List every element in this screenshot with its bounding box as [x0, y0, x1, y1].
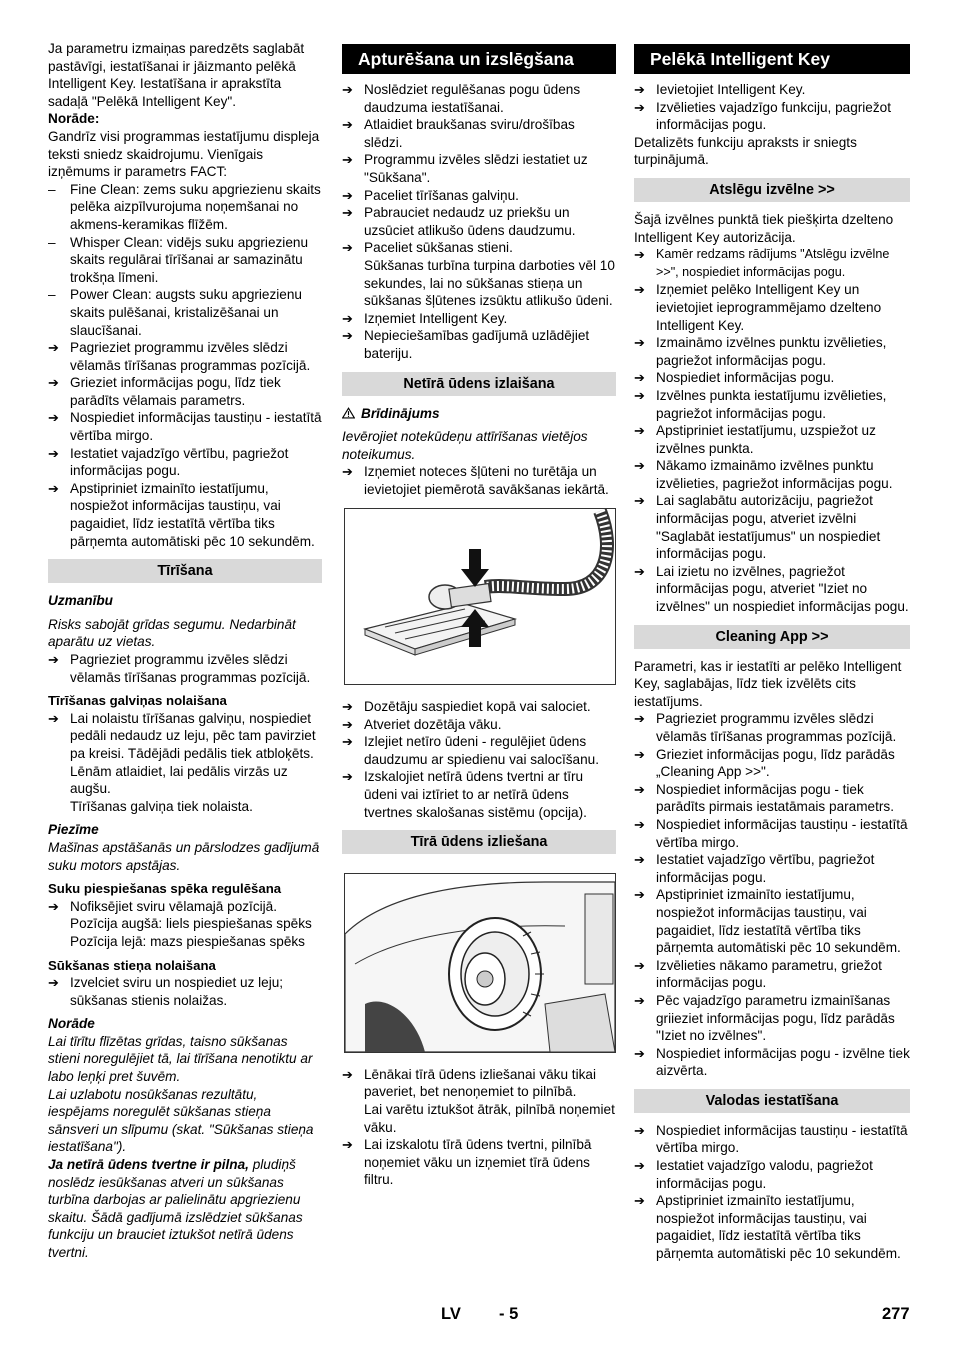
subheading-spieks: Suku piespiešanas spēka regulēšana [48, 881, 282, 897]
step-item: ➔ Izvēlnes punkta iestatījumu izvēlieties, pagriežot informācijas pogu. [634, 387, 887, 421]
section-heading-cleaning-app: Cleaning App >> [634, 625, 910, 649]
norade2-p2: Lai uzlabotu nosūkšanas rezultātu, iespējams noregulēt sūkšanas stieņa sānsveri un slīpumu (skat. "Sūkšanas stieņa iestatīšana"). [48, 1086, 314, 1155]
step-item: ➔ Paceliet sūkšanas stieni. [342, 240, 513, 256]
section-heading-valoda: Valodas iestatīšana [634, 1089, 910, 1113]
step-detail: Sūkšanas turbīna turpina darboties vēl 10 sekundes, lai no sūkšanas stieņa un sūkšanas šļūtenes izsūktu atlikušo ūdeni. [364, 257, 615, 309]
step-item: ➔ Izvēlieties nākamo parametru, griežot informācijas pogu. [634, 957, 882, 991]
arrow-right-icon: ➔ [342, 152, 353, 168]
arrow-right-icon: ➔ [48, 480, 59, 496]
arrow-right-icon: ➔ [634, 1193, 645, 1209]
arrow-right-icon: ➔ [48, 710, 59, 726]
step-item: ➔ Izņemiet Intelligent Key. [342, 310, 508, 326]
arrow-right-icon: ➔ [342, 734, 353, 750]
arrow-right-icon: ➔ [634, 1045, 645, 1061]
column-right [634, 40, 910, 1263]
arrow-right-icon: ➔ [342, 82, 353, 97]
section-heading-netira: Netīrā ūdens izlaišana [342, 372, 616, 396]
arrow-right-icon: ➔ [634, 458, 645, 474]
arrow-right-icon: ➔ [342, 240, 353, 256]
note-text: Gandrīz visi programmas iestatījumu displeja teksti sniedz skaidrojumu. Vienīgais izņēmums ir parametrs FACT: [48, 128, 320, 180]
step-item: ➔ Atveriet dozētāja vāku. [342, 716, 502, 732]
arrow-right-icon: ➔ [634, 82, 645, 97]
note-title: Norāde: [48, 111, 100, 127]
footer-language: LV [441, 1305, 461, 1323]
step-item: ➔ Dozētāju saspiediet kopā vai salociet. [342, 699, 591, 715]
arrow-right-icon: ➔ [634, 493, 645, 509]
atslegu-text: Šajā izvēlnes punktā tiek piešķirta dzelteno Intelligent Key autorizācija. [634, 211, 894, 245]
arrow-right-icon: ➔ [48, 340, 59, 356]
step-item: ➔ Nākamo izmaināmo izvēlnes punktu izvēlieties, pagriežot informācijas pogu. [634, 458, 893, 491]
arrow-right-icon: ➔ [48, 375, 59, 391]
subheading-stienis: Sūkšanas stieņa nolaišana [48, 957, 216, 973]
step-item: ➔ Grieziet informācijas pogu, līdz tiek parādīts vēlamais parametrs. [48, 375, 281, 408]
step-item: ➔ Iestatiet vajadzīgo vērtību, pagriežot informācijas pogu. [634, 852, 875, 885]
step-item: ➔ Pagrieziet programmu izvēles slēdzi vēlamās tīrīšanas programmas pozīcijā. [634, 711, 897, 744]
norade2-title: Norāde [48, 1016, 95, 1032]
section-heading-tira: Tīrā ūdens izliešana [342, 830, 616, 854]
arrow-right-icon: ➔ [342, 716, 353, 732]
arrow-right-icon: ➔ [342, 464, 353, 480]
fresh-water-cap-illustration [344, 873, 616, 1053]
dash-item: – Whisper Clean: vidējs suku apgriezienu skaits regulārai tīrīšanai ar samazinātu trokšņa līmeni. [48, 234, 309, 285]
arrow-right-icon: ➔ [634, 563, 645, 579]
step-item: ➔ Nospiediet informācijas taustiņu - iestatītā vērtība mirgo. [48, 410, 322, 444]
step-item: ➔ Apstipriniet izmainīto iestatījumu, nospiežot informācijas taustiņu, vai pagaidiet, līdz iestatītā vērtība tiks pārņemta automātiski pēc 10 sekundēm. [48, 480, 315, 549]
arrow-right-icon: ➔ [634, 370, 645, 386]
step-item: ➔ Kamēr redzams rādījums "Atslēgu izvēlne >>", nospiediet informācijas pogu. [634, 247, 890, 279]
step-item: ➔ Iestatiet vajadzīgo vērtību, pagriežot informācijas pogu. [48, 445, 289, 479]
section-heading-tirisana: Tīrīšana [48, 559, 322, 583]
step-item: ➔ Izmaināmo izvēlnes punktu izvēlieties, pagriežot informācijas pogu. [634, 335, 887, 368]
column-middle [342, 40, 616, 1189]
step-item: ➔ Izlejiet netīro ūdeni - regulējiet ūdens daudzumu ar spiedienu vai salocīšanu. [342, 734, 600, 767]
step-detail: Lai varētu iztukšot ātrāk, pilnībā noņemiet vāku. [364, 1102, 615, 1135]
arrow-right-icon: ➔ [342, 769, 353, 785]
arrow-right-icon: ➔ [48, 975, 59, 991]
caution-text: Risks sabojāt grīdas segumu. Nedarbināt aparātu uz vietas. [48, 616, 296, 650]
step-item: ➔ Nospiediet informācijas taustiņu - iestatītā vērtība mirgo. [634, 816, 908, 850]
intro-paragraph: Ja parametru izmaiņas paredzēts saglabāt pastāvīgi, iestatīšanai ir jāizmanto pelēkā Intelligent Key. Iestatīšana ir aprakstīta sadaļā "Pelēkā Intelligent Key". [48, 41, 305, 109]
arrow-right-icon: ➔ [634, 957, 645, 973]
step-item: ➔ Lai izietu no izvēlnes, pagriežot informācijas pogu, atveriet "Iziet no izvēlnes" un nospiediet informācijas pogu. [634, 563, 909, 615]
arrow-right-icon: ➔ [342, 1137, 353, 1153]
step-item: ➔ Lēnākai tīrā ūdens izliešanai vāku tikai paveriet, bet nenoņemiet to pilnībā. [342, 1066, 596, 1100]
arrow-right-icon: ➔ [634, 1158, 645, 1174]
step-detail: Pozīcija augšā: liels piespiešanas spēks [70, 916, 312, 932]
step-item: ➔ Izņemiet pelēko Intelligent Key un ievietojiet ieprogrammējamo dzelteno Intelligent Key. [634, 282, 882, 333]
step-item: ➔ Lai izskalotu tīrā ūdens tvertni, pilnībā noņemiet vāku un izņemiet tīrā ūdens filtru. [342, 1137, 592, 1188]
arrow-right-icon: ➔ [342, 187, 353, 203]
section-heading-atslegu: Atslēgu izvēlne >> [634, 178, 910, 202]
arrow-right-icon: ➔ [48, 652, 59, 667]
drain-hose-illustration [344, 508, 616, 685]
step-item: ➔ Ievietojiet Intelligent Key. [634, 82, 806, 97]
footer-local-page: - 5 [499, 1305, 519, 1323]
step-item: ➔ Lai saglabātu autorizāciju, pagriežot informācijas pogu, atveriet izvēlni "Saglabāt iestatījumus" un nospiediet informācijas pogu. [634, 493, 881, 562]
arrow-right-icon: ➔ [48, 898, 59, 914]
step-item: ➔ Izvēlieties vajadzīgo funkciju, pagriežot informācijas pogu. [634, 99, 891, 133]
norade2-p3: Ja netīrā ūdens tvertne ir pilna, pludiņš noslēdz iesūkšanas atveri un sūkšanas turbīna darbojas ar palielinātu apgriezienu skaitu. Šādā gadījumā izslēdziet sūkšanas funkciju un brauciet iztukšot netīrā ūdens tvertni. [48, 1157, 303, 1260]
arrow-right-icon: ➔ [634, 423, 645, 439]
arrow-right-icon: ➔ [342, 699, 353, 715]
warning-title: Brīdinājums [361, 405, 440, 421]
key-text: Detalizēts funkciju apraksts ir sniegts turpinājumā. [634, 134, 857, 168]
step-item: ➔ Iestatiet vajadzīgo valodu, pagriežot informācijas pogu. [634, 1158, 873, 1191]
arrow-right-icon: ➔ [342, 1066, 353, 1082]
footer-page-number: 277 [882, 1305, 910, 1323]
step-item: ➔ Izskalojiet netīrā ūdens tvertni ar tīru ūdeni vai iztīriet to ar netīrā ūdens tvertnes skalošanas sistēmu (opcija). [342, 769, 587, 820]
warning-block [342, 405, 616, 423]
step-result: Tīrīšanas galviņa tiek nolaista. [70, 798, 253, 814]
step-item: ➔ Apstipriniet iestatījumu, uzspiežot uz izvēlnes punkta. [634, 423, 876, 456]
step-item: ➔ Nospiediet informācijas taustiņu - iestatītā vērtība mirgo. [634, 1122, 908, 1156]
step-item: ➔ Apstipriniet izmainīto iestatījumu, nospiežot informācijas taustiņu, vai pagaidiet, līdz iestatītā vērtība tiks pārņemta automātiski pēc 10 sekundēm. [634, 1193, 901, 1262]
arrow-right-icon: ➔ [634, 887, 645, 903]
step-item: ➔ Nospiediet informācijas pogu - izvēlne tiek aizvērta. [634, 1045, 910, 1079]
arrow-right-icon: ➔ [634, 247, 645, 263]
step-item: ➔ Programmu izvēles slēdzi iestatiet uz "Sūkšana". [342, 152, 588, 185]
step-item: ➔ Apstipriniet izmainīto iestatījumu, nospiežot informācijas taustiņu, vai pagaidiet, līdz iestatītā vērtība tiks pārņemta automātiski pēc 10 sekundēm. [634, 887, 901, 956]
step-item: ➔ Grieziet informācijas pogu, līdz parādās „Cleaning App >>". [634, 746, 895, 780]
arrow-right-icon: ➔ [634, 387, 645, 403]
arrow-right-icon: ➔ [342, 117, 353, 133]
column-left [48, 40, 322, 1262]
step-item: ➔ Pabrauciet nedaudz uz priekšu un uzsūciet atlikušo ūdens daudzumu. [342, 205, 576, 238]
dash-item: – Power Clean: augsts suku apgriezienu skaits pulēšanai, kristalizēšanai un slaucīšanai. [48, 287, 302, 338]
arrow-right-icon: ➔ [634, 992, 645, 1008]
arrow-right-icon: ➔ [634, 282, 645, 298]
app-text: Parametri, kas ir iestatīti ar pelēko Intelligent Key, saglabājas, līdz tiek izvēlēts cits iestatījums. [634, 658, 902, 709]
step-item: ➔ Lai nolaistu tīrīšanas galviņu, nospiediet pedāli nedaudz uz leju, pēc tam pavirziet pa kreisi. Tādējādi pedālis tiek atbloķēts. Lēnām atlaidiet, lai pedālis virzās uz augšu. [48, 710, 316, 797]
arrow-right-icon: ➔ [634, 781, 645, 797]
arrow-right-icon: ➔ [634, 1122, 645, 1138]
step-item: ➔ Pagrieziet programmu izvēles slēdzi vēlamās tīrīšanas programmas pozīcijā. [48, 340, 311, 373]
arrow-right-icon: ➔ [634, 852, 645, 868]
arrow-right-icon: ➔ [634, 816, 645, 832]
step-item: ➔ Pagrieziet programmu izvēles slēdzi vēlamās tīrīšanas programmas pozīcijā. [48, 652, 311, 685]
arrow-right-icon: ➔ [634, 99, 645, 115]
subheading-galvina: Tīrīšanas galviņas nolaišana [48, 693, 227, 709]
caution-title: Uzmanību [48, 593, 113, 609]
step-item: ➔ Atlaidiet braukšanas sviru/drošības slēdzi. [342, 117, 575, 150]
arrow-right-icon: ➔ [634, 711, 645, 727]
warning-text: Ievērojiet notekūdeņu attīrīšanas vietējos noteikumus. [342, 429, 588, 462]
section-heading-intelligent-key: Pelēkā Intelligent Key [634, 44, 910, 74]
warning-triangle-icon [342, 407, 355, 419]
section-heading-apturesana: Apturēšana un izslēgšana [342, 44, 616, 74]
piezime-title: Piezīme [48, 822, 99, 838]
step-item: ➔ Nospiediet informācijas pogu. [634, 370, 835, 386]
dash-item: – Fine Clean: zems suku apgriezienu skaits pelēka aizpīlvurojuma noņemšanai no akmens-keramikas flīžēm. [48, 181, 321, 232]
step-item: ➔ Nospiediet informācijas pogu - tiek parādīts pirmais iestatāmais parametrs. [634, 781, 894, 815]
arrow-right-icon: ➔ [342, 328, 353, 344]
arrow-right-icon: ➔ [634, 746, 645, 762]
step-item: ➔ Nofiksējiet sviru vēlamajā pozīcijā. [48, 898, 278, 914]
step-item: ➔ Izvelciet sviru un nospiediet uz leju; sūkšanas stienis nolaižas. [48, 975, 284, 1008]
step-item: ➔ Pēc vajadzīgo parametru izmainīšanas griieziet informācijas pogu, līdz parādās "Iziet no izvēlnes". [634, 992, 895, 1044]
arrow-right-icon: ➔ [634, 335, 645, 351]
step-detail: Pozīcija lejā: mazs piespiešanas spēks [70, 933, 305, 949]
arrow-right-icon: ➔ [48, 410, 59, 426]
step-item: ➔ Noslēdziet regulēšanas pogu ūdens daudzuma iestatīšanai. [342, 82, 581, 115]
arrow-right-icon: ➔ [342, 205, 353, 221]
step-item: ➔ Izņemiet noteces šļūteni no turētāja un ievietojiet piemērotā savākšanas iekārtā. [342, 464, 609, 497]
arrow-right-icon: ➔ [48, 445, 59, 461]
step-item: ➔ Paceliet tīrīšanas galviņu. [342, 187, 519, 203]
norade2-p1: Lai tīrītu flīzētas grīdas, taisno sūkšanas stieni noregulējiet tā, lai tīrīšana nenotiktu ar labo leņķi pret šuvēm. [48, 1033, 313, 1085]
piezime-text: Mašīnas apstāšanās un pārslodzes gadījumā suku motors apstājas. [48, 839, 320, 873]
step-item: ➔ Nepieciešamības gadījumā uzlādējiet bateriju. [342, 328, 590, 361]
arrow-right-icon: ➔ [342, 310, 353, 326]
